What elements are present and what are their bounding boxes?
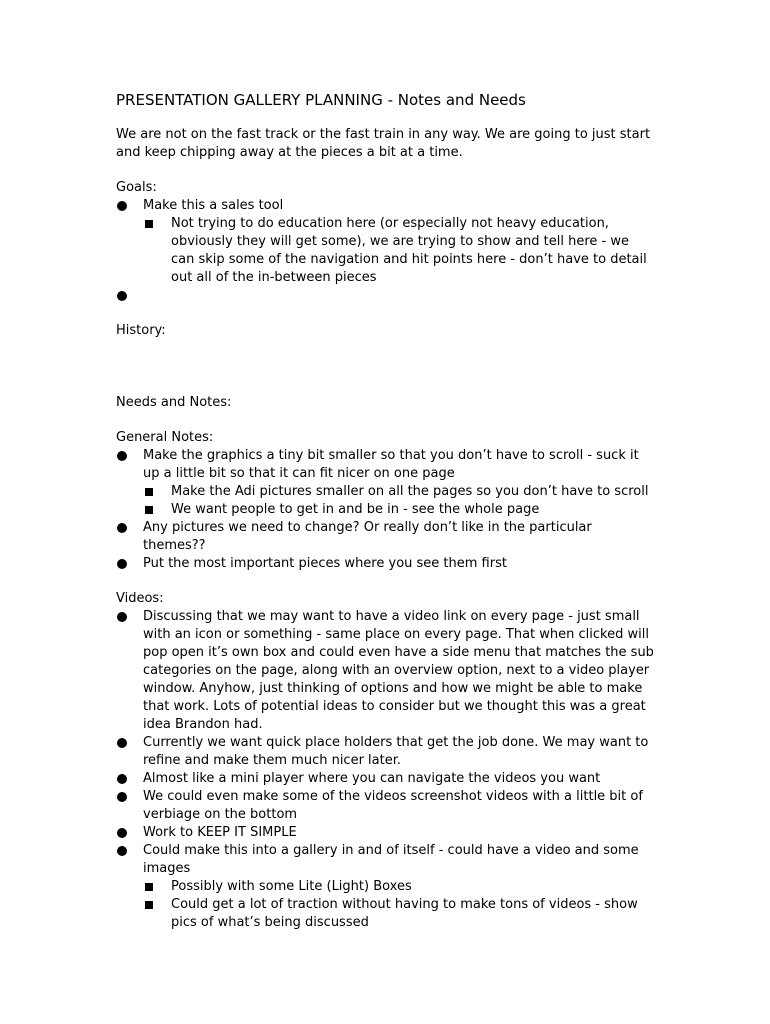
list-item: Could get a lot of traction without having to make tons of videos - show pics of what’s being discussed — [116, 896, 656, 932]
needs-heading: Needs and Notes: — [116, 395, 232, 410]
square-bullet-icon — [145, 901, 153, 909]
bullet-icon — [117, 774, 127, 784]
document-body — [116, 90, 656, 932]
bullet-icon — [117, 291, 127, 301]
general-notes-list — [116, 447, 656, 573]
list-item: Make the Adi pictures smaller on all the pages so you don’t have to scroll — [116, 483, 656, 501]
list-item: Almost like a mini player where you can navigate the videos you want — [116, 770, 656, 788]
bullet-icon — [117, 523, 127, 533]
list-item: Work to KEEP IT SIMPLE — [116, 824, 656, 842]
list-item: Any pictures we need to change? Or really don’t like in the particular themes?? — [116, 519, 656, 555]
list-item: Could make this into a gallery in and of itself - could have a video and some images — [116, 842, 656, 878]
general-notes-heading: General Notes: — [116, 430, 214, 445]
list-item: We want people to get in and be in - see the whole page — [116, 501, 656, 519]
list-item: Make this a sales tool — [116, 197, 656, 215]
intro-paragraph: We are not on the fast track or the fast train in any way. We are going to just start and keep chipping away at the pieces a bit at a time. — [116, 127, 651, 160]
goals-list — [116, 197, 656, 305]
bullet-icon — [117, 738, 127, 748]
square-bullet-icon — [145, 220, 153, 228]
bullet-icon — [117, 792, 127, 802]
list-item: Possibly with some Lite (Light) Boxes — [116, 878, 656, 896]
list-item: Currently we want quick place holders that get the job done. We may want to refine and make them much nicer later. — [116, 734, 656, 770]
bullet-icon — [117, 201, 127, 211]
list-item: Put the most important pieces where you see them first — [116, 555, 656, 573]
list-item: Discussing that we may want to have a video link on every page - just small with an icon or something - same place on every page. That when clicked will pop open it’s own box and could even have a side menu that matches the sub categories on the page, along with an overview option, next to a video player window. Anyhow, just thinking of options and how we might be able to make that work. Lots of potential ideas to consider but we thought this was a great idea Brandon had. — [116, 608, 656, 734]
list-item: Not trying to do education here (or especially not heavy education, obviously they will get some), we are trying to show and tell here - we can skip some of the navigation and hit points here - don’t have to detail out all of the in-between pieces — [116, 215, 656, 287]
videos-heading: Videos: — [116, 591, 164, 606]
list-item — [116, 287, 656, 305]
goals-heading: Goals: — [116, 180, 157, 195]
bullet-icon — [117, 828, 127, 838]
bullet-icon — [117, 846, 127, 856]
bullet-icon — [117, 559, 127, 569]
square-bullet-icon — [145, 488, 153, 496]
bullet-icon — [117, 451, 127, 461]
videos-list — [116, 608, 656, 932]
list-item: We could even make some of the videos screenshot videos with a little bit of verbiage on the bottom — [116, 788, 656, 824]
document-title: PRESENTATION GALLERY PLANNING - Notes and Needs — [116, 91, 526, 109]
history-heading: History: — [116, 323, 166, 338]
list-item: Make the graphics a tiny bit smaller so that you don’t have to scroll - suck it up a little bit so that it can fit nicer on one page — [116, 447, 656, 483]
square-bullet-icon — [145, 883, 153, 891]
square-bullet-icon — [145, 506, 153, 514]
bullet-icon — [117, 612, 127, 622]
